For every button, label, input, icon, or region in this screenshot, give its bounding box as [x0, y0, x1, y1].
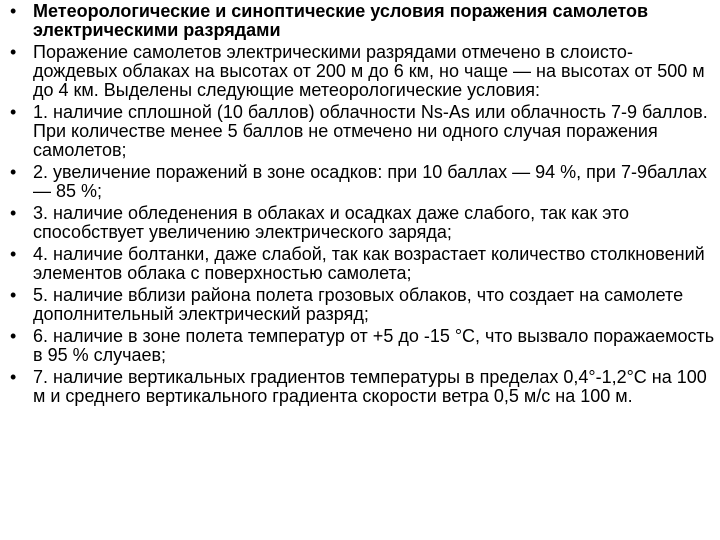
- bullet-list: [0, 2, 716, 409]
- bullet-icon: •: [10, 1, 17, 21]
- bullet-icon: •: [10, 326, 17, 346]
- bullet-text: 1. наличие сплошной (10 баллов) облачности Ns-As или облачность 7-9 баллов. При количестве менее 5 баллов не отмечено ни одного случая поражения самолетов;: [33, 102, 708, 160]
- bullet-icon: •: [10, 203, 17, 223]
- bullet-icon: •: [10, 162, 17, 182]
- bullet-item-condition-2: [0, 163, 716, 201]
- bullet-item-condition-6: [0, 327, 716, 365]
- bullet-text: 2. увеличение поражений в зоне осадков: при 10 баллах — 94 %, при 7-9баллах — 85 %;: [33, 162, 707, 201]
- bullet-item-condition-3: [0, 204, 716, 242]
- bullet-item-condition-4: [0, 245, 716, 283]
- bullet-icon: •: [10, 367, 17, 387]
- bullet-item-intro: [0, 43, 716, 100]
- bullet-icon: •: [10, 42, 17, 62]
- bullet-text: Поражение самолетов электрическими разрядами отмечено в слоисто-дождевых облаках на высотах от 200 м до 6 км, но чаще — на высотах от 500 м до 4 км. Выделены следующие метеорологические условия:: [33, 42, 705, 100]
- bullet-text: 6. наличие в зоне полета температур от +5 до -15 °С, что вызвало поражаемость в 95 % случаев;: [33, 326, 715, 365]
- bullet-icon: •: [10, 102, 17, 122]
- bullet-text: Метеорологические и синоптические условия поражения самолетов электрическими разрядами: [33, 1, 649, 40]
- bullet-text: 7. наличие вертикальных градиентов температуры в пределах 0,4°-1,2°С на 100 м и среднего вертикального градиента скорости ветра 0,5 м/с на 100 м.: [33, 367, 707, 406]
- bullet-icon: •: [10, 244, 17, 264]
- bullet-item-condition-7: [0, 368, 716, 406]
- bullet-item-title: [0, 2, 716, 40]
- bullet-item-condition-5: [0, 286, 716, 324]
- bullet-item-condition-1: [0, 103, 716, 160]
- bullet-icon: •: [10, 285, 17, 305]
- bullet-text: 5. наличие вблизи района полета грозовых облаков, что создает на самолете дополнительный электрический разряд;: [33, 285, 684, 324]
- bullet-text: 3. наличие обледенения в облаках и осадках даже слабого, так как это способствует увеличению электрического заряда;: [33, 203, 630, 242]
- bullet-text: 4. наличие болтанки, даже слабой, так как возрастает количество столкновений элементов облака с поверхностью самолета;: [33, 244, 705, 283]
